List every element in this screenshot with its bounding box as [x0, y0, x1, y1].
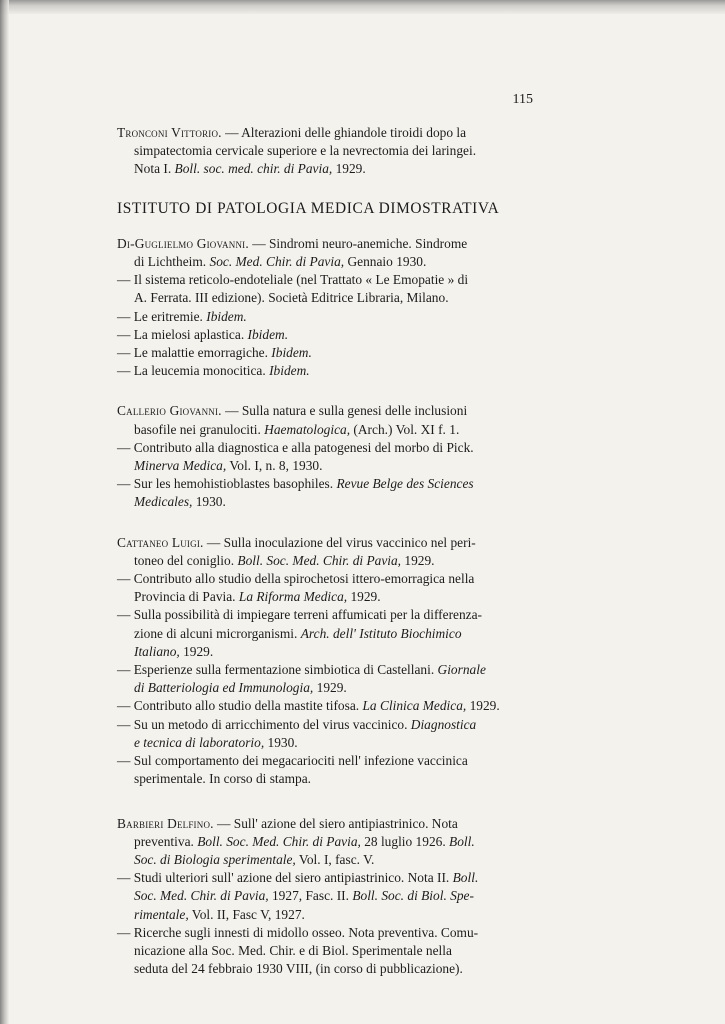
entry-cattaneo — [117, 534, 547, 789]
entry-text: 1927, Fasc. II. — [268, 888, 353, 904]
entry-text: — La mielosi aplastica. — [117, 326, 248, 342]
entry-text: — Sulla possibilità di impiegare terreni affumicati per la differenza- — [117, 607, 483, 623]
entry-text: di Lichtheim. — [134, 254, 210, 270]
entry-text: — Sur les hemohistioblastes basophiles. — [117, 476, 337, 492]
entry-text: — Contributo allo studio della mastite tifosa. — [117, 698, 363, 714]
journal-title: Soc. Med. Chir. di Pavia, — [134, 888, 269, 904]
entry-text: Vol. I, n. 8, 1930. — [226, 458, 323, 474]
journal-title: Boll. Soc. Med. Chir. di Pavia, — [197, 833, 361, 849]
spacer — [117, 380, 547, 402]
document-body — [117, 124, 547, 978]
entry-text: — Sulla inoculazione del virus vaccinico nel peri- — [203, 534, 476, 550]
journal-title: Ibidem. — [269, 363, 310, 379]
spacer — [117, 512, 547, 534]
entry-text: Gennaio 1930. — [344, 254, 427, 270]
entry-text: — Su un metodo di arricchimento del virus vaccinico. — [117, 716, 411, 732]
entry-text: — Sulla natura e sulla genesi delle inclusioni — [221, 403, 468, 419]
journal-title: di Batteriologia ed Immunologia, — [134, 680, 314, 696]
page-number: 115 — [512, 92, 533, 107]
scan-top-edge — [0, 0, 725, 14]
entry-text: nicazione alla Soc. Med. Chir. e di Biol. Sperimentale nella — [134, 942, 452, 958]
journal-title: Diagnostica — [410, 716, 477, 732]
entry-text: sperimentale. In corso di stampa. — [134, 771, 312, 787]
entry-text: preventiva. — [134, 833, 198, 849]
entry-text: — Contributo alla diagnostica e alla patogenesi del morbo di Pick. — [117, 439, 474, 455]
journal-title: Ibidem. — [247, 326, 289, 342]
entry-text: toneo del coniglio. — [134, 552, 238, 568]
entry-text: basofile nei granulociti. — [134, 421, 265, 437]
entry-text: 28 luglio 1926. — [360, 833, 450, 849]
entry-text: 1929. — [332, 161, 366, 177]
entry-text: — Le eritremie. — [117, 308, 207, 324]
entry-text: zione di alcuni microrganismi. — [134, 625, 301, 641]
entry-text: — Studi ulteriori sull' azione del siero antipiastrinico. Nota II. — [117, 870, 453, 886]
entry-text: Nota I. — [134, 161, 175, 177]
scan-left-edge — [0, 0, 9, 1024]
entry-di-guglielmo — [117, 235, 547, 381]
entry-text: — Sull' azione del siero antipiastrinico. Nota — [213, 815, 458, 831]
journal-title: Arch. dell' Istituto Biochimico — [300, 625, 462, 641]
journal-title: Giornale — [437, 662, 486, 678]
author-name: Callerio Giovanni. — [117, 403, 222, 419]
entry-text: 1929. — [401, 552, 435, 568]
journal-title: Haematologica, — [264, 421, 351, 437]
entry-text: A. Ferrata. III edizione). Società Editrice Libraria, Milano. — [134, 290, 449, 306]
journal-title: Boll. Soc. Med. Chir. di Pavia, — [237, 552, 402, 568]
journal-title: Boll. Soc. di Biol. Spe- — [352, 888, 474, 904]
entry-text: Vol. I, fasc. V. — [295, 851, 375, 867]
entry-text: — Ricerche sugli innesti di midollo osseo. Nota preventiva. Comu- — [117, 924, 479, 940]
journal-title: Boll. — [449, 833, 475, 849]
entry-text: 1929. — [179, 643, 214, 659]
entry-text: Provincia di Pavia. — [134, 589, 239, 605]
entry-text: seduta del 24 febbraio 1930 VIII, (in corso di pubblicazione). — [134, 961, 463, 977]
section-heading: ISTITUTO DI PATOLOGIA MEDICA DIMOSTRATIVA — [117, 199, 500, 217]
journal-title: Ibidem. — [206, 308, 247, 324]
journal-title: La Riforma Medica, — [238, 589, 348, 605]
entry-text: 1930. — [264, 734, 298, 750]
entry-text: — Contributo allo studio della spirochetosi ittero-emorragica nella — [117, 571, 475, 587]
entry-text: — Sindromi neuro-anemiche. Sindrome — [248, 235, 468, 251]
journal-title: Revue Belge des Sciences — [336, 476, 474, 492]
entry-text: simpatectomia cervicale superiore e la nevrectomia dei laringei. — [134, 143, 477, 159]
entry-text: 1929. — [347, 589, 381, 605]
entry-text: — Le malattie emorragiche. — [117, 345, 272, 361]
journal-title: Medicales, — [134, 494, 193, 510]
entry-callerio — [117, 402, 547, 511]
entry-text: (Arch.) Vol. XI f. 1. — [350, 421, 460, 437]
journal-title: Boll. — [452, 870, 479, 886]
journal-title: Ibidem. — [271, 345, 312, 361]
author-name: Di-Guglielmo Giovanni. — [117, 235, 249, 251]
journal-title: Soc. Med. Chir. di Pavia, — [209, 254, 345, 270]
journal-title: La Clinica Medica, — [362, 698, 467, 714]
author-name: Cattaneo Luigi. — [117, 534, 204, 550]
entry-text: — Il sistema reticolo-endoteliale (nel Trattato « Le Emopatie » di — [117, 272, 469, 288]
journal-title: Italiano, — [134, 643, 180, 659]
journal-title: Boll. soc. med. chir. di Pavia, — [174, 161, 333, 177]
entry-text: — La leucemia monocitica. — [117, 363, 270, 379]
entry-text: Vol. II, Fasc V, 1927. — [188, 906, 305, 922]
spacer — [117, 789, 547, 815]
author-name: Barbieri Delfino. — [117, 815, 214, 831]
author-name: Tronconi Vittorio. — [117, 125, 222, 140]
entry-text: — Esperienze sulla fermentazione simbiotica di Castellani. — [117, 662, 438, 678]
journal-title: rimentale, — [134, 906, 189, 922]
journal-title: Soc. di Biologia sperimentale, — [134, 851, 296, 867]
journal-title: Minerva Medica, — [134, 458, 227, 474]
entry-text: — Alterazioni delle ghiandole tiroidi dopo la — [221, 125, 467, 140]
entry-text: 1929. — [466, 698, 500, 714]
entry-text: 1930. — [192, 494, 226, 510]
entry-text: 1929. — [313, 680, 347, 696]
entry-text: — Sul comportamento dei megacariociti nell' infezione vaccinica — [117, 753, 468, 769]
journal-title: e tecnica di laboratorio, — [134, 734, 265, 750]
entry-tronconi — [117, 124, 547, 179]
entry-barbieri — [117, 815, 547, 979]
